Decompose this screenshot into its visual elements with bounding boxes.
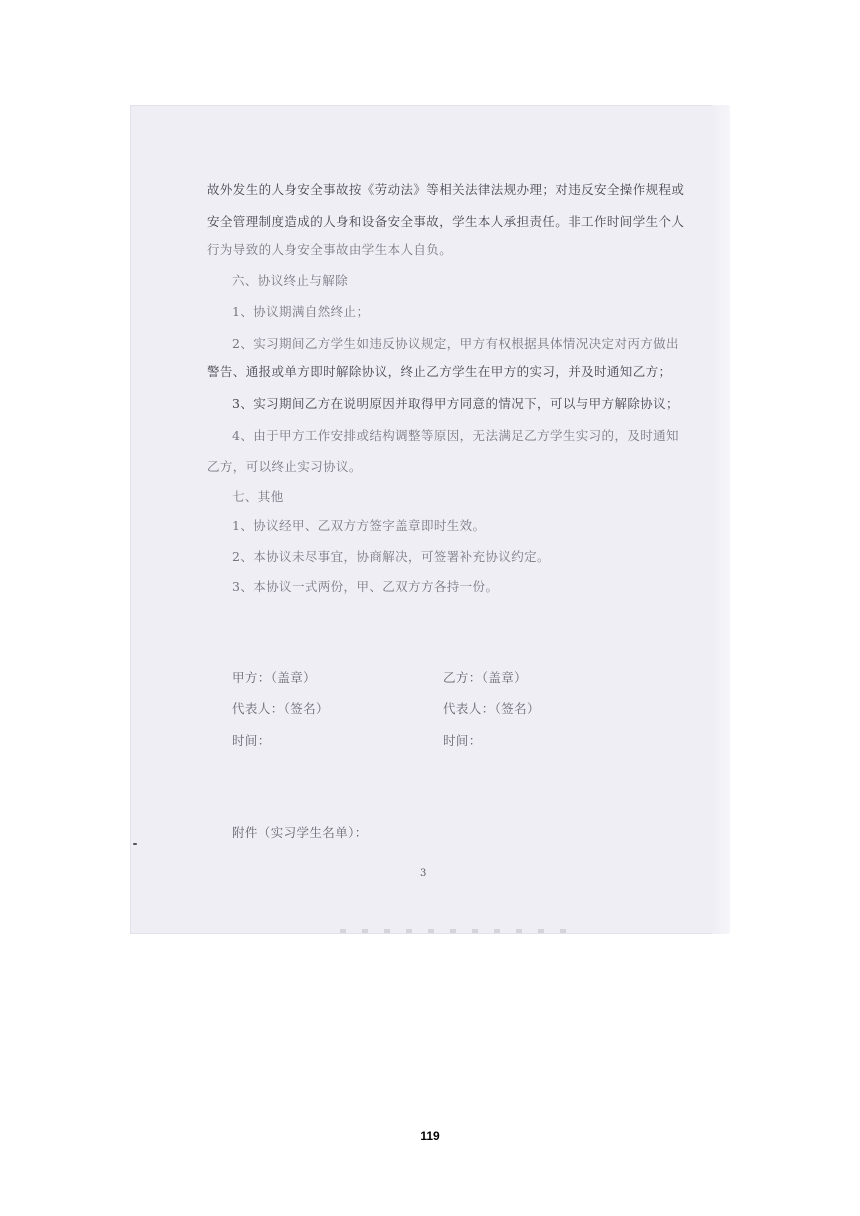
party-a-representative: 代表人：（签名） bbox=[232, 701, 329, 716]
paragraph-line: 行为导致的人身安全事故由学生本人自负。 bbox=[207, 242, 453, 257]
party-a-seal: 甲方：（盖章） bbox=[232, 670, 317, 685]
scan-mark bbox=[133, 843, 137, 845]
attachment-label: 附件（实习学生名单）： bbox=[232, 825, 368, 840]
list-item: 1、协议期满自然终止； bbox=[232, 304, 370, 319]
party-b-representative: 代表人：（签名） bbox=[443, 701, 540, 716]
list-item: 2、实习期间乙方学生如违反协议规定，甲方有权根据具体情况决定对丙方做出 bbox=[232, 336, 679, 351]
scan-bottom-edge bbox=[340, 929, 580, 933]
paragraph-line: 乙方，可以终止实习协议。 bbox=[207, 459, 362, 474]
paragraph-line: 警告、通报或单方即时解除协议，终止乙方学生在甲方的实习，并及时通知乙方； bbox=[207, 364, 672, 379]
party-b-time: 时间： bbox=[443, 733, 482, 748]
list-item: 4、由于甲方工作安排或结构调整等原因，无法满足乙方学生实习的，及时通知 bbox=[232, 428, 679, 443]
party-a-time: 时间： bbox=[232, 733, 271, 748]
section-heading-termination: 六、协议终止与解除 bbox=[232, 273, 349, 288]
scanned-page-number: 3 bbox=[420, 868, 427, 879]
list-item: 3、本协议一式两份，甲、乙双方方各持一份。 bbox=[232, 579, 499, 594]
list-item: 2、本协议未尽事宜，协商解决，可签署补充协议约定。 bbox=[232, 549, 550, 564]
scan-edge bbox=[712, 105, 730, 934]
paragraph-line: 故外发生的人身安全事故按《劳动法》等相关法律法规办理；对违反安全操作规程或 bbox=[207, 182, 685, 197]
section-heading-other: 七、其他 bbox=[232, 489, 284, 504]
list-item: 3、实习期间乙方在说明原因并取得甲方同意的情况下，可以与甲方解除协议； bbox=[232, 396, 679, 411]
list-item: 1、协议经甲、乙双方方签字盖章即时生效。 bbox=[232, 518, 486, 533]
page-number: 119 bbox=[420, 1129, 440, 1143]
party-b-seal: 乙方：（盖章） bbox=[443, 670, 528, 685]
paragraph-line: 安全管理制度造成的人身和设备安全事故，学生本人承担责任。非工作时间学生个人 bbox=[207, 214, 685, 229]
